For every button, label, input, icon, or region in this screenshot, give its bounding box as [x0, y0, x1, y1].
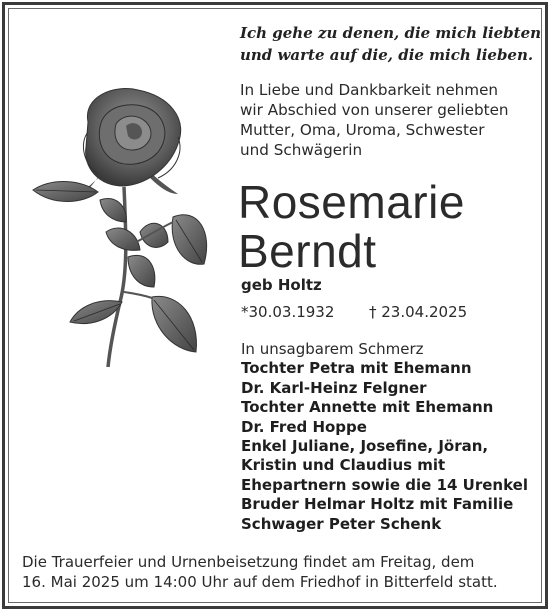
poem-line: Ich gehe zu denen, die mich liebten: [240, 24, 542, 42]
intro-text: [240, 80, 540, 160]
birth-date: *30.03.1932: [241, 303, 335, 321]
funeral-line: Die Trauerfeier und Urnenbeisetzung findet am Freitag, dem: [22, 553, 475, 571]
mourner-line: Dr. Karl-Heinz Felgner: [241, 378, 427, 397]
mourner-line: Tochter Annette mit Ehemann: [241, 398, 494, 417]
deceased-name: [238, 178, 465, 276]
mourners-lead: In unsagbarem Schmerz: [241, 340, 424, 358]
poem-line: und warte auf die, die mich lieben.: [240, 46, 534, 64]
intro-line: wir Abschied von unserer geliebten: [240, 101, 509, 119]
first-name: Rosemarie: [238, 176, 465, 228]
funeral-notice: [22, 552, 532, 592]
death-date: † 23.04.2025: [369, 303, 468, 321]
rose-illustration: [28, 82, 218, 372]
mourner-line: Enkel Juliane, Josefine, Jöran,: [241, 437, 489, 456]
birth-name: geb Holtz: [241, 276, 322, 294]
intro-line: Mutter, Oma, Uroma, Schwester: [240, 121, 485, 139]
funeral-line: 16. Mai 2025 um 14:00 Uhr auf dem Friedhof in Bitterfeld statt.: [22, 573, 498, 591]
mourner-line: Schwager Peter Schenk: [241, 514, 442, 533]
mourner-line: Ehepartnern sowie die 14 Urenkel: [241, 475, 528, 494]
mourner-line: Dr. Fred Hoppe: [241, 417, 367, 436]
intro-line: In Liebe und Dankbarkeit nehmen: [240, 81, 499, 99]
last-name: Berndt: [238, 225, 377, 277]
mourner-line: Tochter Petra mit Ehemann: [241, 359, 472, 378]
mourners-list: [241, 340, 541, 534]
intro-line: und Schwägerin: [240, 141, 363, 159]
poem: [240, 22, 540, 66]
mourner-line: Kristin und Claudius mit: [241, 456, 446, 475]
mourner-line: Bruder Helmar Holtz mit Familie: [241, 495, 514, 514]
